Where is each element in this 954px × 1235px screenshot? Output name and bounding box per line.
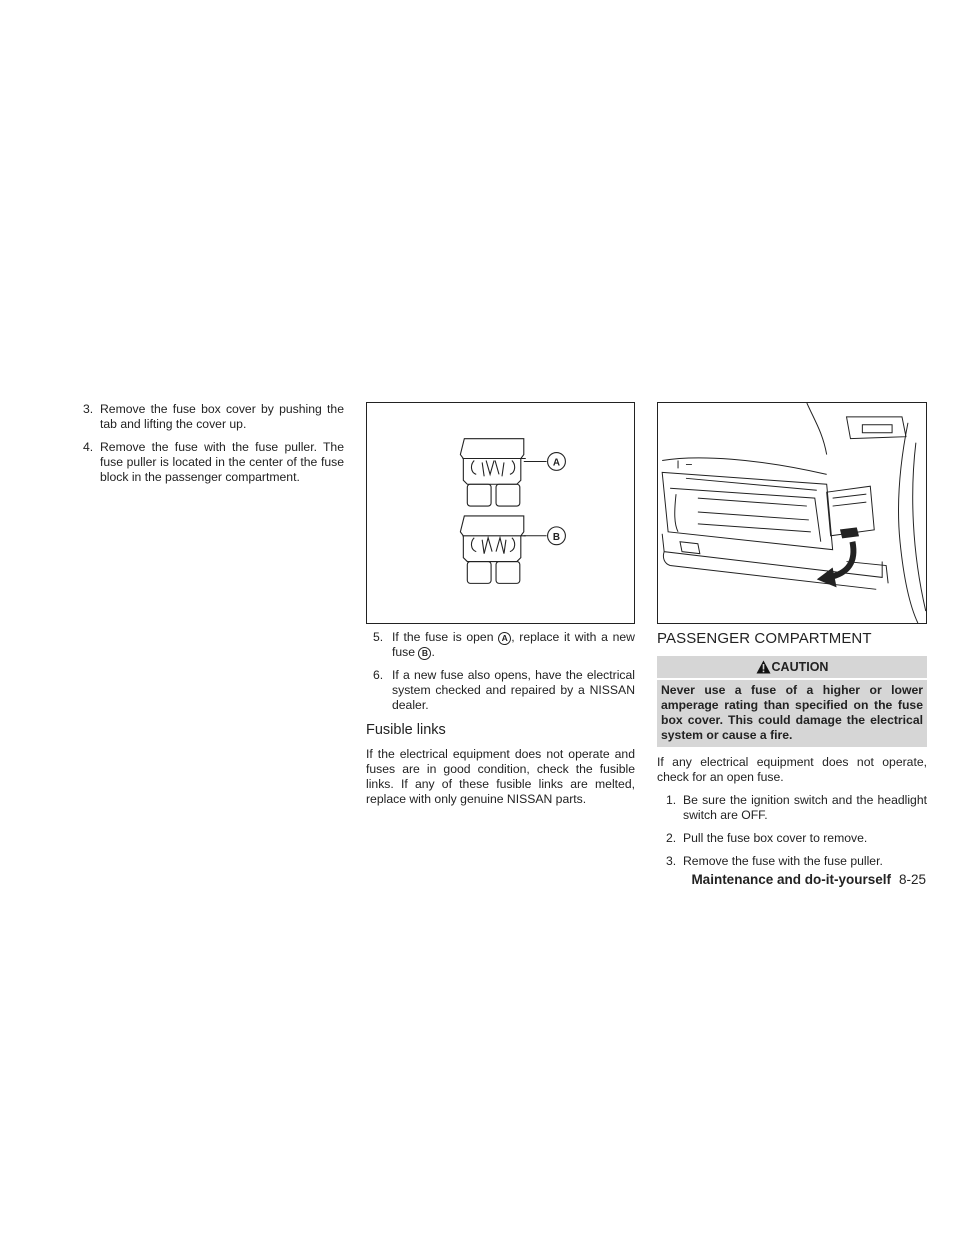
step-text: Pull the fuse box cover to remove. — [683, 831, 868, 845]
caution-box — [657, 656, 927, 747]
middle-column — [366, 402, 635, 815]
step-text: Be sure the ignition switch and the headlight switch are OFF. — [683, 793, 927, 822]
step-text: If a new fuse also opens, have the electrical system checked and repaired by a NISSAN dealer. — [392, 668, 635, 712]
fusible-links-paragraph: If the electrical equipment does not operate and fuses are in good condition, check the fusible links. If any of these fusible links are melted, replace with only genuine NISSAN parts. — [366, 747, 635, 806]
step-number: 4. — [83, 440, 94, 454]
left-steps-list — [80, 402, 344, 485]
step-item — [657, 793, 927, 823]
chapter-title: Maintenance and do-it-yourself — [691, 872, 891, 887]
step-text: Remove the fuse with the fuse puller. — [683, 854, 883, 868]
callout-b-label: B — [552, 531, 561, 543]
fuse-diagram-figure — [366, 402, 635, 624]
left-column — [80, 402, 344, 493]
fusible-links-heading: Fusible links — [366, 722, 446, 738]
step-item — [80, 402, 344, 432]
page-number: 8-25 — [898, 872, 926, 887]
step-text: . — [431, 645, 435, 659]
step-number: 5. — [373, 630, 384, 644]
step-number: 2. — [666, 831, 677, 845]
step-item — [657, 854, 927, 869]
right-column — [657, 402, 927, 877]
dashboard-drawing — [662, 403, 926, 623]
step-item — [657, 831, 927, 846]
glove-box-figure — [657, 402, 927, 624]
step-item — [366, 668, 635, 713]
step-text: , replace it with a new fuse — [392, 630, 635, 659]
fuse-good-drawing — [460, 439, 525, 506]
caution-header — [657, 656, 927, 680]
step-text: If the fuse is open — [392, 630, 499, 644]
fuse-blown-drawing — [460, 516, 525, 583]
passenger-compartment-heading: PASSENGER COMPARTMENT — [657, 630, 872, 647]
step-item — [366, 630, 635, 660]
right-steps-list — [657, 793, 927, 869]
caution-title: CAUTION — [771, 660, 829, 674]
fuse-diagram — [367, 403, 634, 623]
step-item — [80, 440, 344, 485]
callout-a-label: A — [552, 457, 561, 469]
warning-triangle-icon — [756, 659, 771, 681]
circled-a-mark: A — [498, 632, 511, 645]
step-number: 3. — [83, 402, 94, 416]
step-number: 1. — [666, 793, 677, 807]
step-text: Remove the fuse box cover by pushing the tab and lifting the cover up. — [100, 402, 344, 431]
intro-paragraph: If any electrical equipment does not operate, check for an open fuse. — [657, 755, 927, 784]
circled-b-mark: B — [418, 647, 431, 660]
step-text: Remove the fuse with the fuse puller. The fuse puller is located in the center of the fuse block in the passenger compartment. — [100, 440, 344, 484]
step-number: 3. — [666, 854, 677, 868]
glove-box-illustration — [658, 403, 926, 623]
page-footer — [691, 872, 926, 887]
step-number: 6. — [373, 668, 384, 682]
middle-steps-list — [366, 630, 635, 713]
caution-text: Never use a fuse of a higher or lower amperage rating than specified on the fuse box cover. This could damage the electrical system or cause a fire. — [657, 680, 927, 747]
